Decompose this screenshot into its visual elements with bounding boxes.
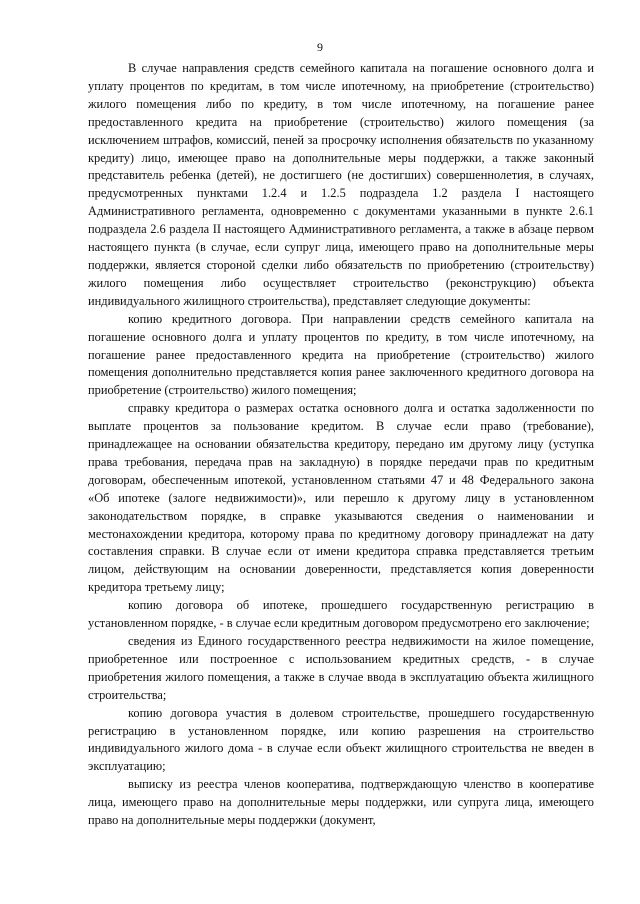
paragraph-credit-agreement: копию кредитного договора. При направлении средств семейного капитала на погашение основного долга и уплату процентов по кредиту, в том числе ипотечному, на погашение ранее предоставленного кредита на приобретение (строительство) жилого помещения дополнительно представляется копия ранее заключенного кредитного договора на приобретение (строительство) жилого помещения; xyxy=(88,311,594,398)
paragraph-mortgage-agreement: копию договора об ипотеке, прошедшего государственную регистрацию в установленном порядке, - в случае если кредитным договором предусмотрено его заключение; xyxy=(88,598,594,631)
paragraph-intro: В случае направления средств семейного капитала на погашение основного долга и уплату процентов по кредитам, в том числе ипотечному, на приобретение (строительство) жилого помещения либо по кредиту, в том числе ипотечному, на погашение ранее предоставленного кредита на приобретение (строительство) жилого помещения (за исключением штрафов, комиссий, пеней за просрочку исполнения обязательств по указанному кредиту) лицо, имеющее право на дополнительные меры поддержки, а также законный представитель ребенка (детей), не достигшего (не достигших) совершеннолетия, в случаях, предусмотренных пунктами 1.2.4 и 1.2.5 подраздела 1.2 раздела I настоящего Административного регламента, одновременно с документами указанными в пункте 2.6.1 подраздела 2.6 раздела II настоящего Административного регламента, а также в абзаце первом настоящего пункта (в случае, если супруг лица, имеющего право на дополнительные меры поддержки, является стороной сделки либо обязательств по приобретению (строительству) жилого помещения либо осуществляет строительство (реконструкцию) объекта индивидуального жилищного строительства), представляет следующие документы: xyxy=(88,61,594,308)
paragraph-shared-construction: копию договора участия в долевом строительстве, прошедшего государственную регистрацию в установленном порядке, или копию разрешения на строительство индивидуального жилого дома - в случае если объект жилищного строительства не введен в эксплуатацию; xyxy=(88,705,594,774)
page-number: 9 xyxy=(317,40,323,54)
paragraph-creditor-certificate: справку кредитора о размерах остатка основного долга и остатка задолженности по выплате процентов за пользование кредитом. В случае если право (требование), принадлежащее на основании обязательства кредитору, передано им другому лицу (уступка права требования, передача прав на закладную) в порядке передачи прав по кредитным договорам, обеспеченным ипотекой, установленном статьями 47 и 48 Федерального закона «Об ипотеке (залоге недвижимости)», или перешло к другому лицу в установленном законодательством порядке, в справке указываются сведения о наименовании и местонахождении кредитора, которому права по кредитному договору принадлежат на дату составления справки. В случае если от имени кредитора справка представляется третьим лицом, действующим на основании доверенности, представляется копия доверенности кредитора третьему лицу; xyxy=(88,401,594,595)
document-body xyxy=(88,60,594,830)
paragraph-cooperative-extract: выписку из реестра членов кооператива, подтверждающую членство в кооперативе лица, имеющего право на дополнительные меры поддержки, или супруга лица, имеющего право на дополнительные меры поддержки (документ, xyxy=(88,777,594,828)
paragraph-registry-info: сведения из Единого государственного реестра недвижимости на жилое помещение, приобретенное или построенное с использованием кредитных средств, - в случае приобретения жилого помещения, а также в случае ввода в эксплуатацию объекта жилищного строительства; xyxy=(88,634,594,702)
